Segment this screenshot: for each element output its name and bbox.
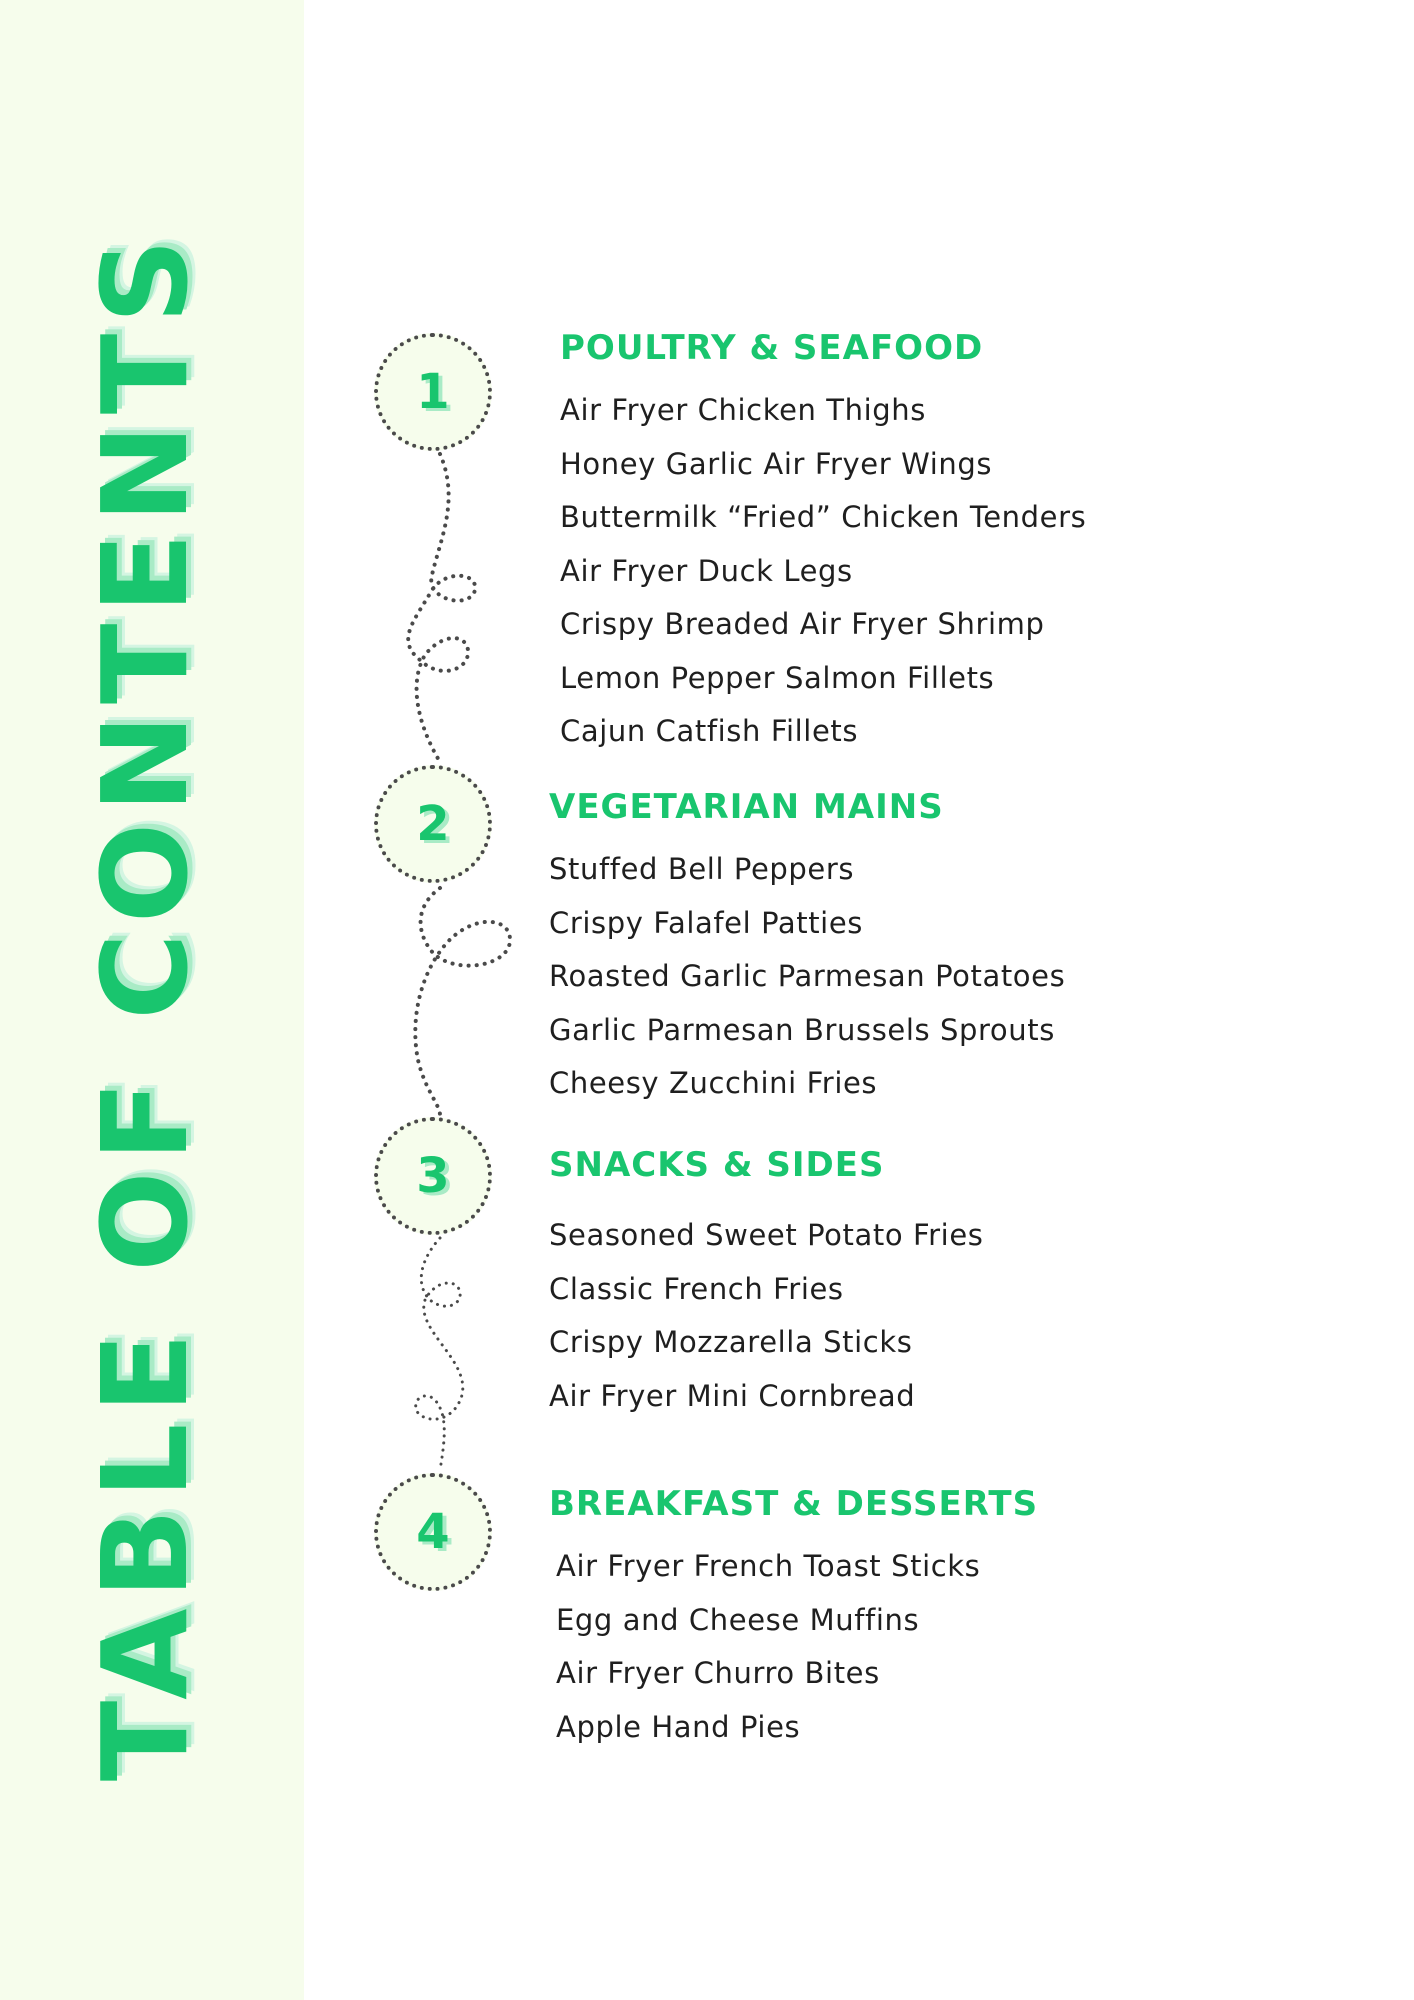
list-item: Air Fryer Chicken Thighs: [560, 393, 926, 427]
section-vegetarian-mains: [549, 785, 1065, 1111]
list-item: Air Fryer Churro Bites: [556, 1656, 880, 1690]
section-heading: POULTRY & SEAFOOD: [560, 328, 984, 368]
list-item: Honey Garlic Air Fryer Wings: [560, 446, 993, 481]
section-heading: SNACKS & SIDES: [549, 1145, 885, 1185]
list-item: Stuffed Bell Peppers: [549, 852, 855, 886]
connector-segment-3: [416, 1238, 463, 1470]
list-item: Buttermilk “Fried” Chicken Tenders: [560, 500, 1087, 534]
list-item: Lemon Pepper Salmon Fillets: [560, 660, 995, 695]
section-poultry-seafood: [560, 326, 1086, 759]
list-item: Air Fryer Duck Legs: [560, 553, 853, 588]
section-number-4: 4: [374, 1473, 492, 1591]
list-item: Cheesy Zucchini Fries: [549, 1066, 878, 1100]
recipe-list: [556, 1540, 1038, 1754]
connector-segment-1: [408, 454, 475, 762]
list-item: Crispy Breaded Air Fryer Shrimp: [560, 607, 1045, 641]
recipe-list: [549, 1209, 984, 1423]
list-item: Crispy Mozzarella Sticks: [549, 1325, 913, 1359]
connector-segment-2: [415, 888, 510, 1115]
list-item: Roasted Garlic Parmesan Potatoes: [549, 959, 1066, 993]
list-item: Seasoned Sweet Potato Fries: [549, 1218, 984, 1252]
section-number-1: 1: [374, 333, 492, 451]
list-item: Classic French Fries: [549, 1271, 844, 1306]
list-item: Air Fryer Mini Cornbread: [549, 1378, 916, 1413]
list-item: Cajun Catfish Fillets: [560, 714, 859, 748]
recipe-list: [549, 843, 1065, 1111]
section-number-2: 2: [374, 765, 492, 883]
list-item: Egg and Cheese Muffins: [556, 1602, 920, 1637]
section-breakfast-desserts: [549, 1482, 1038, 1754]
page-title: TABLE OF CONTENTS: [76, 228, 214, 1782]
section-heading: BREAKFAST & DESSERTS: [549, 1484, 1039, 1524]
section-snacks-sides: [549, 1143, 984, 1423]
section-number-3: 3: [374, 1117, 492, 1235]
list-item: Air Fryer French Toast Sticks: [556, 1549, 981, 1583]
list-item: Garlic Parmesan Brussels Sprouts: [549, 1012, 1055, 1047]
list-item: Crispy Falafel Patties: [549, 905, 863, 940]
section-heading: VEGETARIAN MAINS: [549, 787, 944, 827]
recipe-list: [560, 384, 1086, 759]
list-item: Apple Hand Pies: [556, 1709, 801, 1744]
